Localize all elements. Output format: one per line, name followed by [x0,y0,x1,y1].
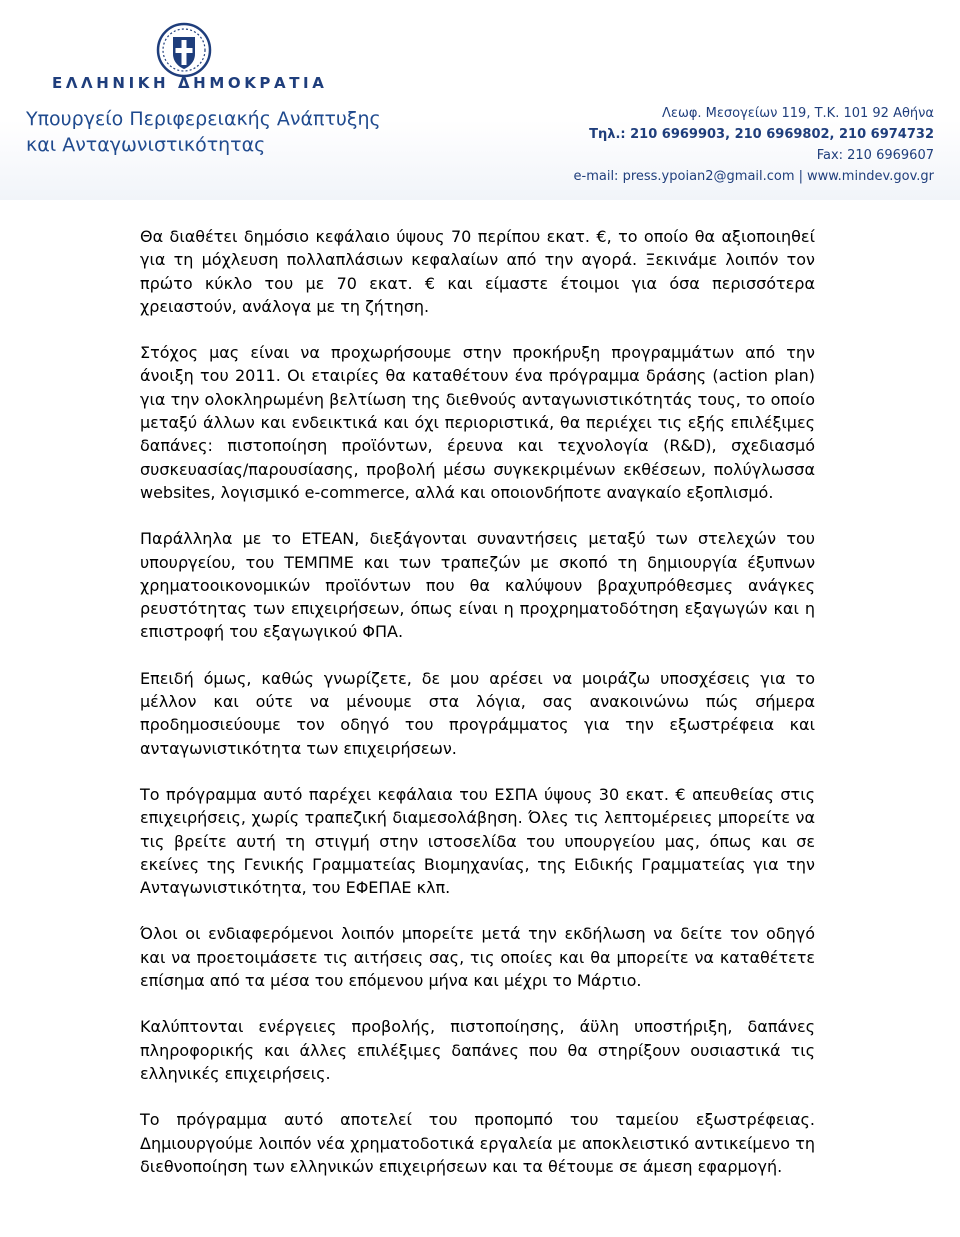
letterhead [0,0,960,200]
phone-numbers: Τηλ.: 210 6969903, 210 6969802, 210 6974732 [589,127,934,142]
republic-label: ΕΛΛΗΝΙΚΗ ΔΗΜΟΚΡΑΤΙΑ [52,74,328,92]
greek-coat-of-arms-icon [156,22,212,78]
paragraph: Καλύπτονται ενέργειες προβολής, πιστοποίησης, άϋλη υποστήριξη, δαπάνες πληροφορικής και άλλες επιλέξιμες δαπάνες που θα στηρίξουν ουσιαστικά τις ελληνικές επιχειρήσεις. [140,1017,815,1083]
paragraph: Το πρόγραμμα αυτό αποτελεί του προπομπό του ταμείου εξωστρέφειας. Δημιουργούμε λοιπόν νέα χρηματοδοτικά εργαλεία με αποκλειστικό αντικείμενο τη διεθνοποίηση των ελληνικών επιχειρήσεων και τα θέτουμε σε άμεση εφαρμογή. [140,1110,815,1176]
paragraph: Στόχος μας είναι να προχωρήσουμε στην προκήρυξη προγραμμάτων από την άνοιξη του 2011. Οι εταιρίες θα καταθέτουν ένα πρόγραμμα δράσης (action plan) για την ολοκληρωμένη βελτίωση της διεθνούς ανταγωνιστικότητάς τους, το οποίο μεταξύ άλλων και ενδεικτικά και όχι περιοριστικά, θα περιέχει τις εξής επιλέξιμες δαπάνες: πιστοποίηση προϊόντων, έρευνα και τεχνολογία (R&D), σχεδιασμό συσκευασίας/παρουσίασης, προβολή μέσω συγκεκριμένων εκθέσεων, πολύγλωσσα websites, λογισμικό e-commerce, αλλά και οποιονδήποτε αναγκαίο εξοπλισμό. [140,343,815,502]
website-link[interactable]: www.mindev.gov.gr [806,169,934,184]
paragraph: Το πρόγραμμα αυτό παρέχει κεφάλαια του ΕΣΠΑ ύψους 30 εκατ. € απευθείας στις επιχειρήσεις, χωρίς τραπεζική διαμεσολάβηση. Όλες τις λεπτομέρειες μπορείτε να τις βρείτε αυτή τη στιγμή στην ιστοσελίδα του υπουργείου μας, όπως και σε εκείνες της Γενικής Γραμματείας Βιομηχανίας, της Ειδικής Γραμματείας για την Ανταγωνιστικότητα, του ΕΦΕΠΑΕ κλπ. [140,784,815,898]
contact-separator: | [798,169,803,184]
document-body [140,225,815,1201]
email-link[interactable]: e-mail: press.ypoian2@gmail.com [573,169,795,184]
paragraph: Επειδή όμως, καθώς γνωρίζετε, δε μου αρέσει να μοιράζω υποσχέσεις για το μέλλον και ούτε να μένουμε στα λόγια, σας ανακοινώνω πώς σήμερα προδημοσιεύουμε τον οδηγό του προγράμματος για την εξωστρέφεια και ανταγωνιστικότητα των επιχειρήσεων. [140,668,815,758]
fax-number: Fax: 210 6969607 [816,148,934,163]
ministry-name-line-2: και Ανταγωνιστικότητας [26,134,266,156]
address: Λεωφ. Μεσογείων 119, Τ.Κ. 101 92 Αθήνα [662,106,934,121]
ministry-name-line-1: Υπουργείο Περιφερειακής Ανάπτυξης [26,108,381,130]
ministry-name [26,106,381,158]
paragraph: Παράλληλα με το ΕΤΕΑΝ, διεξάγονται συναντήσεις μεταξύ των στελεχών του υπουργείου, του ΤΕΜΠΜΕ και των τραπεζών με σκοπό τη δημιουργία έξυπνων χρηματοοικονομικών προϊόντων που θα καλύψουν βραχυπρόθεσμες ανάγκες ρευστότητας των επιχειρήσεων, όπως είναι η προχρηματοδότηση εξαγωγών και η επιστροφή του εξαγωγικού ΦΠΑ. [140,529,815,642]
paragraph: Όλοι οι ενδιαφερόμενοι λοιπόν μπορείτε μετά την εκδήλωση να δείτε τον οδηγό και να προετοιμάσετε τις αιτήσεις σας, τις οποίες και θα μπορείτε να καταθέτετε επίσημα από τα μέσα του επόμενου μήνα και μέχρι το Μάρτιο. [140,924,815,991]
paragraph: Θα διαθέτει δημόσιο κεφάλαιο ύψους 70 περίπου εκατ. €, το οποίο θα αξιοποιηθεί για τη μόχλευση πολλαπλάσιων κεφαλαίων από την αγορά. Ξεκινάμε λοιπόν τον πρώτο κύκλο του με 70 εκατ. € και είμαστε έτοιμοι για όσα περισσότερα χρειαστούν, ανάλογα με τη ζήτηση. [140,227,815,316]
contact-block [574,103,934,187]
